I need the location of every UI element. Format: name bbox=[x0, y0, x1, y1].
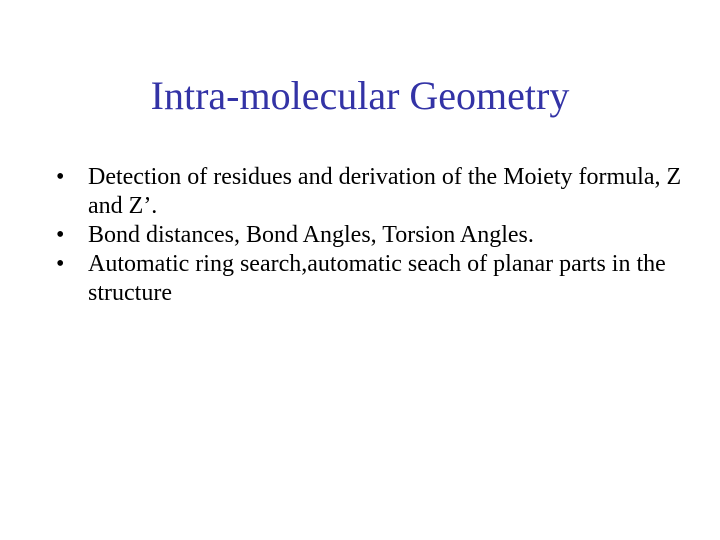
bullet-item bbox=[56, 163, 696, 221]
bullet-item bbox=[56, 221, 696, 250]
bullet-icon: • bbox=[56, 164, 65, 190]
bullet-list bbox=[56, 163, 696, 308]
bullet-text: Detection of residues and derivation of the Moiety formula, Z and Z’. bbox=[88, 164, 682, 219]
bullet-icon: • bbox=[56, 251, 65, 277]
bullet-text: Bond distances, Bond Angles, Torsion Angles. bbox=[88, 222, 534, 248]
bullet-item bbox=[56, 250, 696, 308]
bullet-icon: • bbox=[56, 222, 65, 248]
slide-title: Intra-molecular Geometry bbox=[150, 73, 570, 118]
bullet-text: Automatic ring search,automatic seach of planar parts in the structure bbox=[88, 251, 666, 306]
